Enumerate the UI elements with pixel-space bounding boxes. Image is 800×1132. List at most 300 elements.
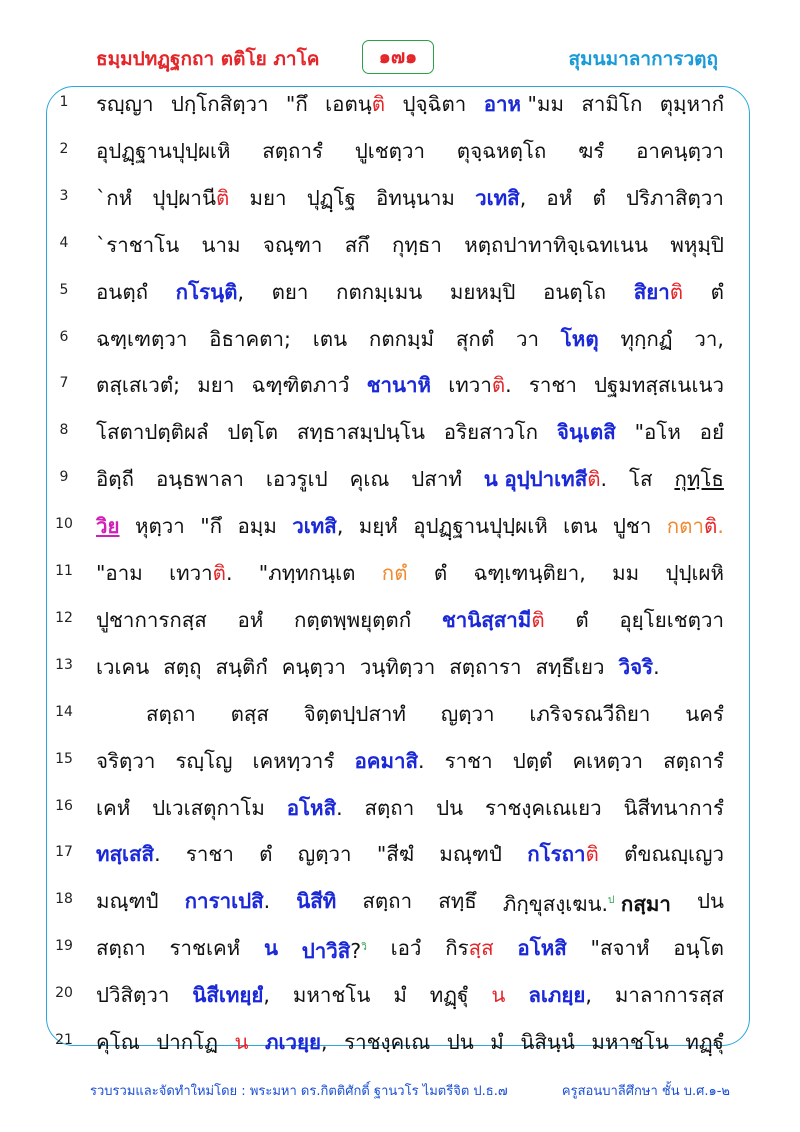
word: มาลาการสฺส bbox=[614, 983, 724, 1008]
word: อนฺธพาลา bbox=[155, 467, 244, 492]
line-text bbox=[96, 881, 724, 924]
word-part: วเทสิ bbox=[292, 514, 337, 539]
word bbox=[503, 881, 671, 924]
word-part: กตํ bbox=[381, 561, 408, 585]
line-number: 5 bbox=[59, 281, 69, 298]
word: ตํ bbox=[575, 607, 589, 632]
text-line bbox=[0, 223, 800, 270]
word: ฉฑฺเฑนฺติยา, bbox=[473, 561, 586, 585]
word: รญฺญา bbox=[96, 92, 154, 116]
line-number: 4 bbox=[59, 234, 69, 251]
word bbox=[484, 459, 607, 499]
word bbox=[367, 365, 431, 405]
word: สทฺธาสมฺปนฺโน bbox=[296, 420, 425, 445]
word: วา bbox=[515, 326, 539, 351]
word: ตํ bbox=[592, 185, 606, 210]
word-part: . bbox=[653, 654, 660, 679]
text-line bbox=[0, 363, 800, 410]
word: สตฺถารํ bbox=[262, 138, 323, 163]
word: ปริภาสิตฺวา bbox=[625, 185, 724, 210]
word: หุตฺวา bbox=[134, 514, 185, 539]
line-number: 9 bbox=[59, 469, 69, 486]
text-line bbox=[0, 786, 800, 833]
line-text bbox=[96, 319, 724, 359]
text-line bbox=[0, 504, 800, 551]
word-part: เอตนฺ bbox=[325, 92, 372, 116]
text-line bbox=[0, 832, 800, 879]
text-line bbox=[0, 317, 800, 364]
word: นิสินฺนํ bbox=[520, 1030, 575, 1054]
word bbox=[382, 553, 408, 593]
word-part: ติ bbox=[585, 842, 599, 867]
word: ราชงฺคเณเยว bbox=[484, 795, 602, 820]
word: ตํ bbox=[259, 842, 273, 867]
word bbox=[286, 84, 308, 124]
word: ราชา bbox=[528, 373, 577, 398]
word: วนฺทิตฺวา bbox=[359, 654, 436, 679]
word: มํ bbox=[393, 983, 407, 1008]
word: ปุจฺฉิตา bbox=[402, 92, 467, 116]
word bbox=[445, 928, 493, 971]
word: นิสีทนาการํ bbox=[623, 795, 724, 820]
word: สตฺถา bbox=[362, 889, 413, 914]
text-line bbox=[0, 410, 800, 457]
word: จิตฺตปฺปสาทํ bbox=[303, 701, 406, 726]
line-number: 20 bbox=[55, 985, 73, 1002]
word: มยหมฺปิ bbox=[449, 279, 516, 304]
word-part: ลเภยฺย bbox=[528, 983, 586, 1008]
word-part: วิย bbox=[96, 514, 120, 539]
word bbox=[561, 319, 599, 359]
text-line bbox=[0, 973, 800, 1020]
word bbox=[325, 84, 385, 124]
word: มณฺฑปํ bbox=[96, 889, 159, 914]
word-part: . bbox=[263, 889, 271, 914]
word bbox=[557, 412, 616, 452]
word: พหุมฺปิ bbox=[670, 232, 724, 257]
word-part: . bbox=[154, 842, 161, 867]
word-part: , bbox=[237, 279, 244, 304]
word-part: เทวา bbox=[448, 373, 492, 398]
word: อหํ bbox=[546, 185, 573, 210]
text-line bbox=[0, 926, 800, 973]
word: "กึ bbox=[200, 514, 223, 539]
word: ราชา bbox=[185, 842, 234, 867]
word: มํ bbox=[490, 1030, 504, 1054]
word-part: ป bbox=[608, 895, 615, 907]
line-number: 14 bbox=[55, 703, 73, 720]
word-part: เทวา bbox=[169, 561, 213, 585]
word: อนฺโต bbox=[673, 936, 724, 961]
word-part: วิ bbox=[361, 942, 367, 954]
word: ทฏฺฐุํ bbox=[685, 1030, 724, 1054]
word: ปสาทํ bbox=[411, 467, 462, 492]
word-part: ทสฺเสสิ bbox=[96, 842, 155, 867]
word-part: . bbox=[600, 467, 608, 492]
text-line bbox=[0, 551, 800, 598]
word-part: นิสีทิ bbox=[296, 889, 337, 914]
word: อยํ bbox=[699, 420, 724, 445]
word: ทุกฺกฏํ bbox=[620, 326, 673, 351]
word: อริยสาวโก bbox=[443, 420, 539, 445]
line-text bbox=[96, 741, 724, 781]
word: มม bbox=[612, 561, 640, 585]
word bbox=[169, 553, 232, 593]
line-number: 11 bbox=[55, 563, 73, 579]
word: ตสฺเสเวตํ; bbox=[96, 373, 181, 398]
word: ปตฺตํ bbox=[512, 748, 553, 773]
text-line bbox=[0, 270, 800, 317]
word: สนฺติกํ bbox=[215, 654, 268, 679]
word: ตํ bbox=[433, 561, 448, 585]
word-part: กโรถา bbox=[527, 842, 586, 867]
word: ตํขณญฺเญว bbox=[624, 842, 724, 867]
line-number: 7 bbox=[59, 375, 69, 392]
word bbox=[448, 365, 511, 405]
word: เอวรูเป bbox=[265, 467, 328, 492]
word: ญตฺวา bbox=[297, 842, 352, 867]
word: `กหํ bbox=[96, 185, 133, 210]
line-text bbox=[96, 788, 724, 828]
word bbox=[296, 881, 336, 924]
word-part: ติ bbox=[212, 561, 226, 585]
word: ปูชา bbox=[612, 514, 652, 539]
word-part: กตา bbox=[666, 514, 705, 539]
text-line bbox=[0, 82, 800, 129]
word: อนตฺโถ bbox=[543, 279, 607, 304]
word: ปูเชตฺวา bbox=[354, 138, 426, 163]
line-text bbox=[96, 412, 724, 452]
word bbox=[96, 506, 120, 546]
line-text bbox=[96, 600, 724, 640]
word: ตํ bbox=[710, 279, 724, 304]
word-part: วิจริ bbox=[618, 654, 654, 679]
word-part: , bbox=[321, 1030, 328, 1054]
line-text bbox=[146, 694, 724, 734]
line-text bbox=[96, 975, 724, 1015]
word: หตฺถปาทาทิจฺเฉทเนน bbox=[464, 232, 649, 257]
word: มณฺฑปํ bbox=[439, 842, 502, 867]
word-part: , bbox=[519, 185, 527, 210]
word-part: . bbox=[717, 514, 724, 539]
word: อุยฺโยเชตฺวา bbox=[619, 607, 724, 632]
word: ฆรํ bbox=[578, 138, 605, 163]
word: มยฺหํ bbox=[358, 514, 398, 539]
line-number: 6 bbox=[59, 328, 69, 345]
word: นาม bbox=[201, 232, 241, 257]
word bbox=[354, 741, 424, 781]
word: ปุปฺเผหิ bbox=[665, 561, 724, 585]
word: ทฏฺฐุํ bbox=[429, 983, 469, 1008]
line-text bbox=[96, 1022, 724, 1062]
word: อิตฺถี bbox=[96, 467, 135, 492]
word: ญตฺวา bbox=[440, 701, 495, 726]
word: ปตฺโต bbox=[227, 420, 279, 445]
footer-course: ครูสอนบาลีศึกษา ชั้น บ.ศ.๑-๒ bbox=[561, 1084, 730, 1099]
word: รญฺโญ bbox=[175, 748, 233, 773]
word-part: , bbox=[263, 983, 270, 1008]
word bbox=[674, 459, 723, 499]
word bbox=[234, 1022, 248, 1062]
word: ตุมฺหากํ bbox=[659, 92, 724, 116]
word: มยา bbox=[197, 373, 235, 398]
text-line bbox=[0, 645, 800, 692]
word: เตน bbox=[312, 326, 348, 351]
line-number: 8 bbox=[59, 422, 69, 439]
word-part: . bbox=[505, 373, 512, 398]
word: กตกมฺมํ bbox=[368, 326, 435, 351]
footer bbox=[90, 1080, 730, 1101]
word-part: น bbox=[491, 983, 506, 1008]
word: อุปฏฺฐานปุปฺผเหิ bbox=[96, 138, 231, 163]
word: ปเวเสตุกาโม bbox=[152, 795, 265, 820]
word bbox=[292, 506, 343, 546]
word: เคหํ bbox=[96, 795, 131, 820]
word bbox=[185, 881, 271, 924]
word bbox=[491, 975, 505, 1015]
word bbox=[634, 272, 683, 312]
word: อาคนฺตฺวา bbox=[636, 138, 724, 163]
line-number: 17 bbox=[55, 844, 73, 861]
line-text bbox=[96, 459, 724, 499]
word: ฉฑฺฑิตภาวํ bbox=[251, 373, 350, 398]
word-part: "กึ bbox=[285, 92, 308, 116]
word bbox=[264, 928, 278, 971]
word-part: อโหสิ bbox=[517, 936, 567, 961]
word bbox=[96, 834, 161, 874]
word: สทฺธึเยว bbox=[535, 654, 605, 679]
line-number: 2 bbox=[59, 140, 69, 157]
word: `ราชาโน bbox=[96, 232, 180, 257]
word bbox=[475, 178, 526, 218]
word-part: อคมาสิ bbox=[354, 748, 418, 773]
word: "อโห bbox=[634, 420, 681, 445]
word bbox=[442, 600, 545, 640]
word: วา, bbox=[694, 326, 724, 351]
word bbox=[517, 928, 566, 971]
word: เภริจรณวีถิยา bbox=[529, 701, 651, 726]
word: เวเคน bbox=[96, 654, 150, 679]
word: อหํ bbox=[237, 607, 264, 632]
word-part: นิสีเทยฺยํ bbox=[192, 983, 264, 1008]
word: อมฺม bbox=[237, 514, 277, 539]
word bbox=[152, 178, 229, 218]
book-title: ธมฺมปทฏฺฐกถา ตติโย ภาโค bbox=[96, 48, 320, 70]
word-part: ? bbox=[350, 939, 362, 964]
text-line bbox=[0, 879, 800, 926]
line-number: 10 bbox=[55, 516, 73, 533]
line-number: 12 bbox=[55, 609, 73, 626]
line-number: 15 bbox=[55, 750, 73, 767]
line-text bbox=[96, 225, 724, 265]
word-part: กโรนฺติ bbox=[175, 279, 238, 304]
line-text bbox=[96, 178, 724, 218]
word: ปน bbox=[446, 1030, 474, 1054]
word: สตฺถุ bbox=[163, 654, 202, 679]
line-number: 1 bbox=[59, 94, 69, 110]
word bbox=[265, 1022, 328, 1062]
word: ปฐมทสฺสเนเนว bbox=[594, 373, 724, 398]
word bbox=[192, 975, 270, 1015]
line-text bbox=[96, 84, 724, 124]
word: กตกมฺเมน bbox=[336, 279, 423, 304]
word: ปวิสิตฺวา bbox=[96, 983, 170, 1008]
word-part: ติ bbox=[531, 607, 545, 632]
word: คุเณ bbox=[349, 467, 390, 492]
word: นครํ bbox=[685, 701, 724, 726]
word-part: ปุปฺผานี bbox=[152, 185, 216, 210]
word: โส bbox=[629, 467, 653, 492]
word-part: กสฺมา bbox=[620, 892, 671, 917]
word: ตยา bbox=[271, 279, 309, 304]
word-part: ติ bbox=[587, 467, 601, 492]
line-number: 19 bbox=[55, 938, 73, 955]
line-text bbox=[96, 647, 724, 687]
word: มยา bbox=[249, 185, 287, 210]
word-part: โหตุ bbox=[560, 326, 599, 351]
word-part: วเทสิ bbox=[475, 185, 520, 210]
line-number: 21 bbox=[55, 1032, 73, 1048]
word bbox=[667, 506, 724, 546]
word: กตฺตพฺพยุตฺตกํ bbox=[294, 607, 412, 632]
word-part: ภิกฺขุสงฺเฆน. bbox=[502, 892, 609, 917]
word: กุทฺธา bbox=[391, 232, 442, 257]
line-text bbox=[96, 834, 724, 874]
line-number: 18 bbox=[55, 891, 73, 908]
word-part: สิยา bbox=[633, 279, 670, 304]
word: ปากโฏ bbox=[156, 1030, 218, 1054]
word bbox=[619, 647, 660, 687]
word-part: . bbox=[418, 748, 425, 773]
word: จณฺฑา bbox=[262, 232, 323, 257]
word-part: การาเปสิ bbox=[184, 889, 264, 914]
line-text bbox=[96, 553, 724, 593]
word: สกึ bbox=[344, 232, 370, 257]
line-text bbox=[96, 272, 724, 312]
word-part: สฺส bbox=[468, 936, 494, 961]
word bbox=[176, 272, 244, 312]
word: ปุฏฺโฐ bbox=[306, 185, 356, 210]
line-number: 13 bbox=[55, 656, 73, 673]
word: สตฺถา bbox=[146, 701, 196, 726]
line-text bbox=[96, 365, 724, 405]
word: ปน bbox=[696, 889, 724, 914]
line-text bbox=[96, 928, 724, 971]
word: ปน bbox=[436, 795, 464, 820]
word-part: อุปฺปาเทสี bbox=[504, 467, 588, 492]
word bbox=[484, 84, 564, 124]
word: อิธาคตา; bbox=[209, 326, 291, 351]
word: "อาม bbox=[96, 561, 143, 585]
word-part: น bbox=[483, 467, 498, 492]
word: เคหทฺวารํ bbox=[252, 748, 335, 773]
word bbox=[527, 834, 599, 874]
word: ตุจฺฉหตฺโถ bbox=[456, 138, 547, 163]
word: สทฺธึ bbox=[438, 889, 477, 914]
word-part: . bbox=[225, 561, 233, 585]
word bbox=[287, 788, 343, 828]
word-part: กิร bbox=[445, 936, 469, 961]
word: เตน bbox=[563, 514, 598, 539]
text-line bbox=[0, 457, 800, 504]
word-part: ติ bbox=[491, 373, 506, 398]
footer-author: รวบรวมและจัดทำใหม่โดย : พระมหา ดร.กิตติศักดิ์ ฐานวโร ไมตรีจิต ป.ธ.๗ bbox=[90, 1084, 508, 1099]
word-part: ภเวยฺย bbox=[264, 1030, 322, 1054]
page-number: ๑๗๑ bbox=[362, 40, 434, 74]
word: คเหตฺวา bbox=[572, 748, 644, 773]
word: มหาชโน bbox=[292, 983, 371, 1008]
word: อุปฏฺฐานปุปฺผเหิ bbox=[413, 514, 548, 539]
word-part: "มม bbox=[521, 92, 565, 116]
word: ราชเคหํ bbox=[169, 936, 241, 961]
word: "สีฆํ bbox=[376, 842, 415, 867]
word: สามิโก bbox=[581, 92, 643, 116]
word-part: น bbox=[263, 936, 278, 961]
word: สตฺถา bbox=[96, 936, 146, 961]
line-text bbox=[96, 506, 724, 546]
line-number: 16 bbox=[55, 797, 73, 814]
word: สตฺถารา bbox=[449, 654, 522, 679]
word-part: ติ bbox=[704, 514, 718, 539]
word: ตสฺส bbox=[230, 701, 269, 726]
word-part: . bbox=[336, 795, 343, 820]
word: เอวํ bbox=[390, 936, 422, 961]
word: สตฺถา bbox=[364, 795, 415, 820]
line-number: 3 bbox=[59, 187, 69, 204]
word-part: , bbox=[585, 983, 592, 1008]
word: สตฺถารํ bbox=[663, 748, 724, 773]
word: ปูชาการกสฺส bbox=[96, 607, 207, 632]
word: ฉฑฺเฑตฺวา bbox=[96, 326, 188, 351]
word-part: กุทฺโธ bbox=[674, 467, 724, 492]
word-part: ติ bbox=[371, 92, 386, 116]
text-line bbox=[0, 1020, 800, 1067]
word-part: อาห bbox=[483, 92, 522, 116]
line-text bbox=[96, 131, 724, 171]
word-part: อโหสิ bbox=[286, 795, 337, 820]
word: คนฺตฺวา bbox=[281, 654, 346, 679]
text-line bbox=[0, 176, 800, 223]
text-line bbox=[0, 129, 800, 176]
word-part: จินฺเตสิ bbox=[556, 420, 616, 445]
word-part: ปาวิสิ bbox=[301, 939, 351, 964]
word: ราชา bbox=[444, 748, 493, 773]
word: "ภทฺทกนฺเต bbox=[258, 561, 356, 585]
word-part: ติ bbox=[669, 279, 684, 304]
word: โสตาปตฺติผลํ bbox=[96, 420, 209, 445]
text-line bbox=[0, 692, 800, 739]
word bbox=[528, 975, 592, 1015]
word: คุโณ bbox=[96, 1030, 140, 1054]
word: อิทนฺนาม bbox=[376, 185, 455, 210]
chapter-title: สุมนมาลาการวตฺถุ bbox=[568, 48, 718, 70]
word-part: ชานิสฺสามี bbox=[441, 607, 532, 632]
word: อนตฺถํ bbox=[96, 279, 149, 304]
text-line bbox=[0, 598, 800, 645]
word-part: , bbox=[336, 514, 344, 539]
word-part: ติ bbox=[215, 185, 230, 210]
word: ราชงฺคเณ bbox=[344, 1030, 431, 1054]
text-line bbox=[0, 739, 800, 786]
word: มหาชโน bbox=[591, 1030, 669, 1054]
word: จริตฺวา bbox=[96, 748, 156, 773]
word bbox=[302, 928, 367, 971]
word: "สจาหํ bbox=[590, 936, 650, 961]
word: สุกตํ bbox=[455, 326, 495, 351]
word-part: น bbox=[234, 1030, 249, 1054]
word: ปกฺโกสิตฺวา bbox=[170, 92, 269, 116]
word-part: ชานาหิ bbox=[366, 373, 432, 398]
